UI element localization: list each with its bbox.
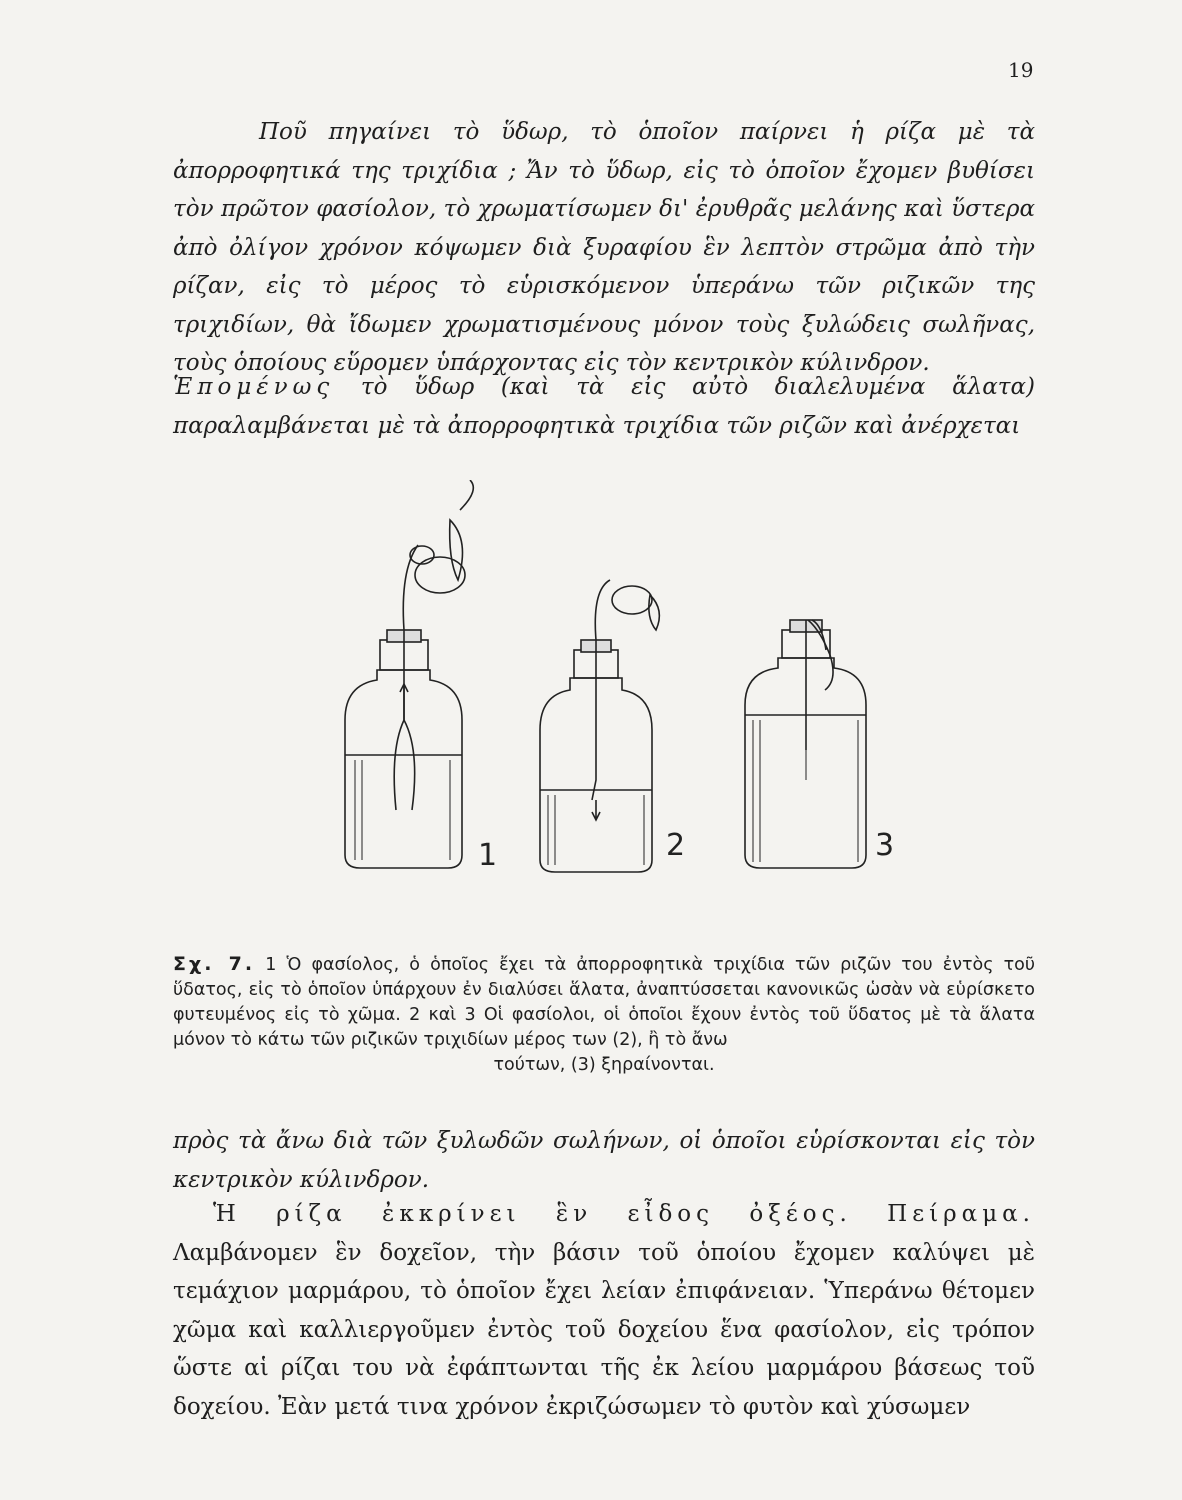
page-number: 19 xyxy=(1008,58,1034,82)
figure-label-1: 1 xyxy=(478,838,498,873)
paragraph-experiment xyxy=(173,1195,1035,1426)
bottle-3-illustration xyxy=(745,620,866,868)
figure-caption xyxy=(173,952,1035,1078)
figure-label-3: 3 xyxy=(875,828,895,863)
caption-text: 1 Ὁ φασίολος, ὁ ὁποῖος ἔχει τὰ ἀπορροφητικὰ τριχίδια τῶν ριζῶν του ἐντὸς τοῦ ὕδατος, εἰς τὸ ὁποῖον ὑπάρχουν ἐν διαλύσει ἅλατα, ἀναπτύσσεται κανονικῶς ὡσὰν νὰ εὑρίσκετο φυτευμένος εἰς τὸ χῶμα. 2 καὶ 3 Οἱ φασίολοι, οἱ ὁποῖοι ἔχουν ἐντὸς τοῦ ὕδατος μὲ τὰ ἅλατα μόνον τὸ κάτω τῶν ριζικῶν τριχιδίων μέρος των (2), ἢ τὸ ἄνω xyxy=(173,955,1035,1050)
bottle-1-illustration xyxy=(345,480,473,868)
paragraph-lead-word: Ἑπομένως xyxy=(173,374,335,400)
paragraph-experiment-heading: Ἡ ρίζα ἐκκρίνει ἓν εἶδος ὀξέος. Πείραμα. xyxy=(213,1201,1035,1227)
caption-last-line: τούτων, (3) ξηραίνονται. xyxy=(493,1055,715,1075)
paragraph-consequently xyxy=(173,368,1035,445)
figure-label-2: 2 xyxy=(666,828,686,863)
paragraph-experiment-body: Λαμβάνομεν ἓν δοχεῖον, τὴν βάσιν τοῦ ὁποίου ἔχομεν καλύψει μὲ τεμάχιον μαρμάρου, τὸ ὁποῖον ἔχει λείαν ἐπιφάνειαν. Ὑπεράνω θέτομεν χῶμα καὶ καλλιεργοῦμεν ἐντὸς τοῦ δοχείου ἕνα φασίολον, εἰς τρόπον ὥστε αἱ ρίζαι του νὰ ἐφάπτωνται τῆς ἐκ λείου μαρμάρου βάσεως τοῦ δοχείου. Ἐὰν μετά τινα χρόνον ἐκριζώσωμεν τὸ φυτὸν καὶ χύσωμεν xyxy=(173,1239,1035,1420)
paragraph-water-path: Ποῦ πηγαίνει τὸ ὕδωρ, τὸ ὁποῖον παίρνει ἡ ρίζα μὲ τὰ ἀπορροφητικά της τριχίδια ; Ἄν τὸ ὕδωρ, εἰς τὸ ὁποῖον ἔχομεν βυθίσει τὸν πρῶτον φασίολον, τὸ χρωματίσωμεν δι' ἐρυθρᾶς μελάνης καὶ ὕστερα ἀπὸ ὀλίγον χρόνον κόψωμεν διὰ ξυραφίου ἓν λεπτὸν στρῶμα ἀπὸ τὴν ρίζαν, εἰς τὸ μέρος τὸ εὑρισκόμενον ὑπεράνω τῶν ριζικῶν της τριχιδίων, θὰ ἴδωμεν χρωματισμένους μόνον τοὺς ξυλώδεις σωλῆνας, τοὺς ὁποίους εὕρομεν ὑπάρχοντας εἰς τὸν κεντρικὸν κύλινδρον. xyxy=(173,119,1035,376)
caption-label: Σχ. 7. xyxy=(173,953,256,975)
paragraph-continuation: πρὸς τὰ ἄνω διὰ τῶν ξυλωδῶν σωλήνων, οἱ ὁποῖοι εὑρίσκονται εἰς τὸν κεντρικὸν κύλινδρον. xyxy=(173,1128,1035,1193)
paragraph-body: τὸ ὕδωρ (καὶ τὰ εἰς αὐτὸ διαλελυμένα ἅλατα) παραλαμβάνεται μὲ τὰ ἀπορροφητικὰ τριχίδια τῶν ριζῶν καὶ ἀνέρχεται xyxy=(173,374,1035,439)
bottle-2-illustration xyxy=(540,580,659,872)
three-bottles-illustration xyxy=(330,480,930,900)
